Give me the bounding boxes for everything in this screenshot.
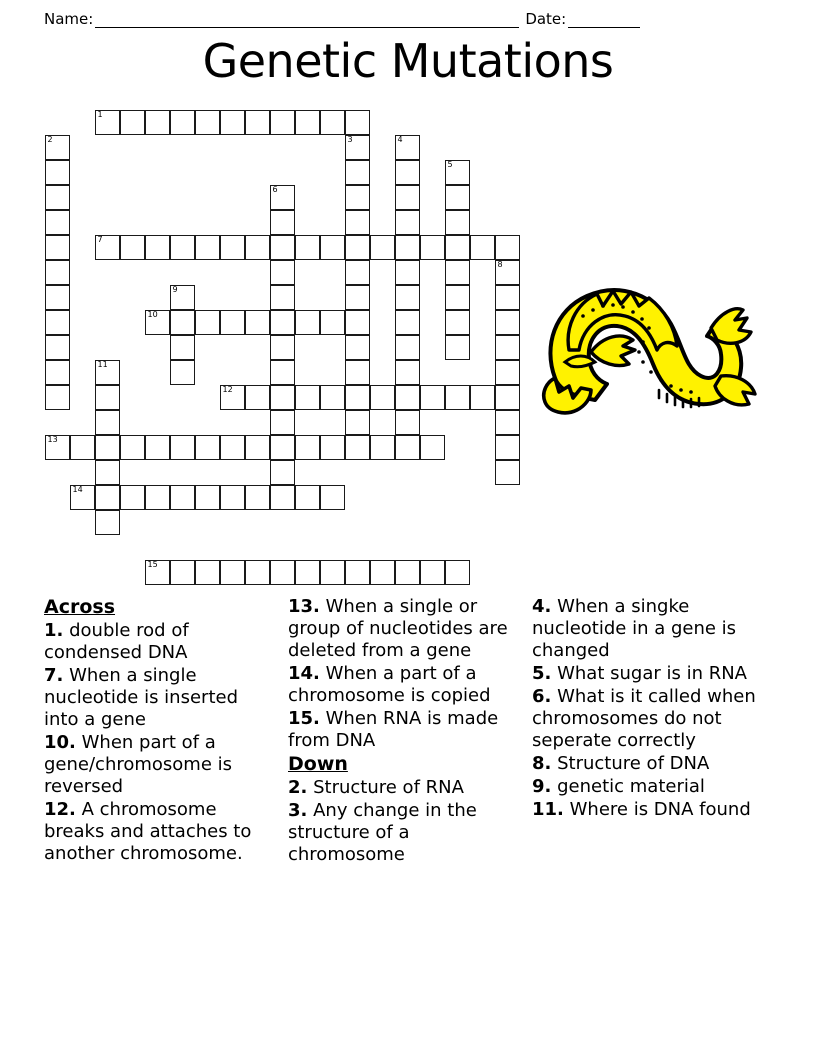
cell-number: 6: [272, 185, 278, 194]
crossword-cell[interactable]: [220, 560, 245, 585]
crossword-cell[interactable]: [95, 385, 120, 410]
crossword-cell[interactable]: [195, 485, 220, 510]
crossword-cell[interactable]: [95, 110, 120, 135]
crossword-cell[interactable]: [45, 135, 70, 160]
crossword-cell[interactable]: [495, 460, 520, 485]
clue-text: What is it called when chromosomes do not seperate correctly: [532, 685, 756, 751]
crossword-cell[interactable]: [445, 260, 470, 285]
clue-text: When a single or group of nucleotides are deleted from a gene: [288, 596, 508, 661]
crossword-cell[interactable]: [245, 235, 270, 260]
crossword-cell[interactable]: [495, 285, 520, 310]
crossword-cell[interactable]: [45, 385, 70, 410]
clue-number: 14.: [288, 662, 320, 684]
crossword-cell[interactable]: [345, 135, 370, 160]
crossword-cell[interactable]: [295, 485, 320, 510]
crossword-cell[interactable]: [45, 260, 70, 285]
crossword-cell[interactable]: [320, 560, 345, 585]
crossword-cell[interactable]: [395, 560, 420, 585]
crossword-cell[interactable]: [45, 185, 70, 210]
cell-number: 1: [97, 110, 103, 119]
clue-columns: [44, 596, 772, 867]
cell-number: 7: [97, 235, 103, 244]
cell-number: 12: [222, 385, 233, 394]
clue-down-4: [532, 596, 760, 662]
crossword-cell[interactable]: [320, 485, 345, 510]
crossword-cell[interactable]: [45, 435, 70, 460]
crossword-cell[interactable]: [395, 210, 420, 235]
clue-text: When RNA is made from DNA: [288, 707, 499, 751]
crossword-cell[interactable]: [270, 485, 295, 510]
crossword-cell[interactable]: [445, 310, 470, 335]
crossword-cell[interactable]: [395, 360, 420, 385]
date-blank-line[interactable]: [568, 14, 640, 28]
crossword-cell[interactable]: [270, 235, 295, 260]
crossword-cell[interactable]: [495, 435, 520, 460]
date-label: Date:: [525, 10, 567, 28]
crossword-cell[interactable]: [120, 110, 145, 135]
clue-number: 4.: [532, 596, 552, 617]
crossword-cell[interactable]: [395, 160, 420, 185]
crossword-cell[interactable]: [345, 410, 370, 435]
clue-text: A chromosome breaks and attaches to another chromosome.: [44, 798, 252, 864]
crossword-cell[interactable]: [220, 110, 245, 135]
clue-column-1: [44, 596, 284, 866]
page-title: Genetic Mutations: [202, 34, 614, 88]
crossword-cell[interactable]: [445, 560, 470, 585]
crossword-cell[interactable]: [345, 185, 370, 210]
crossword-cell[interactable]: [270, 335, 295, 360]
crossword-cell[interactable]: [295, 110, 320, 135]
clue-text: double rod of condensed DNA: [44, 620, 189, 664]
cell-number: 8: [497, 260, 503, 269]
crossword-cell[interactable]: [395, 235, 420, 260]
clue-text: When a part of a chromosome is copied: [288, 662, 491, 706]
crossword-cell[interactable]: [195, 235, 220, 260]
crossword-cell[interactable]: [395, 135, 420, 160]
crossword-cell[interactable]: [320, 435, 345, 460]
crossword-cell[interactable]: [345, 160, 370, 185]
crossword-cell[interactable]: [120, 485, 145, 510]
clue-down-2: [288, 777, 516, 799]
clue-text: Where is DNA found: [563, 798, 751, 820]
crossword-cell[interactable]: [270, 435, 295, 460]
crossword-cell[interactable]: [495, 335, 520, 360]
crossword-cell[interactable]: [145, 435, 170, 460]
crossword-cell[interactable]: [395, 185, 420, 210]
clue-number: 7.: [44, 665, 64, 687]
clue-number: 5.: [532, 662, 552, 684]
crossword-cell[interactable]: [295, 385, 320, 410]
crossword-cell[interactable]: [320, 235, 345, 260]
crossword-cell[interactable]: [395, 285, 420, 310]
crossword-cell[interactable]: [395, 410, 420, 435]
cell-number: 14: [72, 485, 83, 494]
crossword-cell[interactable]: [45, 210, 70, 235]
crossword-cell[interactable]: [395, 310, 420, 335]
clue-number: 13.: [288, 596, 320, 617]
crossword-cell[interactable]: [220, 310, 245, 335]
crossword-cell[interactable]: [395, 435, 420, 460]
cell-number: 15: [147, 560, 158, 569]
clue-text: Any change in the structure of a chromosome: [288, 799, 477, 865]
cell-number: 10: [147, 310, 158, 319]
crossword-cell[interactable]: [195, 435, 220, 460]
crossword-cell[interactable]: [495, 385, 520, 410]
crossword-cell[interactable]: [295, 235, 320, 260]
crossword-cell[interactable]: [95, 435, 120, 460]
crossword-cell[interactable]: [445, 285, 470, 310]
crossword-cell[interactable]: [495, 260, 520, 285]
crossword-cell[interactable]: [370, 560, 395, 585]
clue-text: When part of a gene/chromosome is reversed: [44, 731, 233, 797]
clue-number: 12.: [44, 798, 76, 820]
crossword-cell[interactable]: [170, 110, 195, 135]
crossword-cell[interactable]: [345, 435, 370, 460]
crossword-cell[interactable]: [270, 185, 295, 210]
clue-number: 9.: [532, 775, 552, 797]
crossword-cell[interactable]: [370, 435, 395, 460]
dragon-clipart: [525, 258, 775, 438]
crossword-cell[interactable]: [345, 360, 370, 385]
clue-across-12: [44, 799, 272, 865]
crossword-cell[interactable]: [420, 385, 445, 410]
crossword-cell[interactable]: [220, 435, 245, 460]
crossword-cell[interactable]: [420, 560, 445, 585]
clue-across-15: [288, 708, 516, 752]
crossword-cell[interactable]: [195, 310, 220, 335]
crossword-cell[interactable]: [445, 235, 470, 260]
clue-text: Structure of RNA: [307, 776, 464, 798]
crossword-cell[interactable]: [270, 410, 295, 435]
crossword-cell[interactable]: [45, 285, 70, 310]
crossword-cell[interactable]: [170, 360, 195, 385]
clue-number: 11.: [532, 798, 564, 820]
crossword-cell[interactable]: [170, 310, 195, 335]
crossword-cell[interactable]: [195, 560, 220, 585]
crossword-cell[interactable]: [345, 285, 370, 310]
clue-text: When a single nucleotide is inserted into a gene: [44, 665, 239, 730]
clue-number: 8.: [532, 752, 552, 774]
crossword-cell[interactable]: [170, 285, 195, 310]
clue-number: 10.: [44, 731, 76, 753]
clue-down-9: [532, 776, 760, 798]
crossword-cell[interactable]: [95, 510, 120, 535]
crossword-cell[interactable]: [95, 460, 120, 485]
cell-number: 3: [347, 135, 353, 144]
crossword-cell[interactable]: [345, 260, 370, 285]
clue-across-14: [288, 663, 516, 707]
crossword-cell[interactable]: [245, 385, 270, 410]
across-heading: Across: [44, 596, 116, 618]
crossword-cell[interactable]: [345, 560, 370, 585]
cell-number: 4: [397, 135, 403, 144]
crossword-cell[interactable]: [445, 160, 470, 185]
crossword-cell[interactable]: [95, 235, 120, 260]
name-label: Name:: [44, 10, 94, 28]
clue-number: 2.: [288, 776, 308, 798]
crossword-cell[interactable]: [45, 335, 70, 360]
clue-column-3: [532, 596, 772, 822]
crossword-cell[interactable]: [420, 435, 445, 460]
cell-number: 5: [447, 160, 453, 169]
crossword-cell[interactable]: [420, 235, 445, 260]
crossword-cell[interactable]: [45, 360, 70, 385]
crossword-cell[interactable]: [395, 385, 420, 410]
clue-number: 15.: [288, 707, 320, 729]
clue-text: Structure of DNA: [551, 752, 710, 774]
crossword-cell[interactable]: [445, 385, 470, 410]
clue-down-11: [532, 799, 760, 821]
crossword-cell[interactable]: [145, 110, 170, 135]
clue-across-1: [44, 620, 272, 664]
clue-across-10: [44, 732, 272, 798]
crossword-cell[interactable]: [470, 235, 495, 260]
crossword-cell[interactable]: [270, 360, 295, 385]
crossword-cell[interactable]: [495, 310, 520, 335]
crossword-cell[interactable]: [220, 235, 245, 260]
crossword-cell[interactable]: [70, 435, 95, 460]
crossword-cell[interactable]: [70, 485, 95, 510]
crossword-cell[interactable]: [295, 310, 320, 335]
clue-number: 3.: [288, 799, 308, 821]
crossword-cell[interactable]: [495, 410, 520, 435]
crossword-cell[interactable]: [320, 385, 345, 410]
crossword-cell[interactable]: [170, 435, 195, 460]
crossword-cell[interactable]: [295, 560, 320, 585]
clue-text: When a singke nucleotide in a gene is changed: [532, 596, 737, 661]
crossword-cell[interactable]: [195, 110, 220, 135]
crossword-cell[interactable]: [270, 285, 295, 310]
cell-number: 11: [97, 360, 108, 369]
worksheet-header: [0, 0, 816, 28]
crossword-cell[interactable]: [120, 235, 145, 260]
clue-text: What sugar is in RNA: [551, 662, 747, 684]
crossword-cell[interactable]: [120, 435, 145, 460]
crossword-cell[interactable]: [445, 185, 470, 210]
crossword-cell[interactable]: [270, 460, 295, 485]
crossword-cell[interactable]: [170, 485, 195, 510]
crossword-cell[interactable]: [320, 310, 345, 335]
crossword-cell[interactable]: [170, 560, 195, 585]
crossword-cell[interactable]: [95, 360, 120, 385]
crossword-cell[interactable]: [270, 110, 295, 135]
clue-across-7: [44, 665, 272, 731]
clue-down-8: [532, 753, 760, 775]
down-heading: Down: [288, 752, 348, 775]
crossword-cell[interactable]: [395, 260, 420, 285]
crossword-cell[interactable]: [145, 560, 170, 585]
crossword-cell[interactable]: [270, 210, 295, 235]
crossword-cell[interactable]: [495, 360, 520, 385]
crossword-cell[interactable]: [45, 235, 70, 260]
crossword-cell[interactable]: [145, 235, 170, 260]
crossword-cell[interactable]: [470, 385, 495, 410]
crossword-cell[interactable]: [445, 210, 470, 235]
clue-column-2: [288, 596, 528, 867]
clue-down-3: [288, 800, 516, 866]
crossword-cell[interactable]: [95, 485, 120, 510]
name-blank-line[interactable]: [95, 14, 519, 28]
clue-number: 1.: [44, 620, 64, 642]
crossword-cell[interactable]: [345, 335, 370, 360]
clue-down-5: [532, 663, 760, 685]
clue-number: 6.: [532, 685, 552, 707]
crossword-cell[interactable]: [320, 110, 345, 135]
crossword-cell[interactable]: [345, 110, 370, 135]
crossword-cell[interactable]: [370, 235, 395, 260]
crossword-cell[interactable]: [345, 235, 370, 260]
crossword-cell[interactable]: [145, 485, 170, 510]
crossword-cell[interactable]: [270, 260, 295, 285]
cell-number: 13: [47, 435, 58, 444]
crossword-cell[interactable]: [270, 310, 295, 335]
crossword-cell[interactable]: [245, 110, 270, 135]
clue-text: genetic material: [551, 775, 705, 797]
crossword-cell[interactable]: [370, 385, 395, 410]
crossword-cell[interactable]: [495, 235, 520, 260]
crossword-cell[interactable]: [170, 235, 195, 260]
cell-number: 9: [172, 285, 178, 294]
clue-across-13: [288, 596, 516, 662]
crossword-cell[interactable]: [245, 485, 270, 510]
crossword-cell[interactable]: [45, 310, 70, 335]
crossword-cell[interactable]: [270, 385, 295, 410]
clue-down-6: [532, 686, 760, 752]
crossword-cell[interactable]: [245, 310, 270, 335]
crossword-cell[interactable]: [270, 560, 295, 585]
crossword-cell[interactable]: [220, 385, 245, 410]
crossword-cell[interactable]: [345, 310, 370, 335]
crossword-cell[interactable]: [220, 485, 245, 510]
crossword-cell[interactable]: [345, 210, 370, 235]
crossword-cell[interactable]: [95, 410, 120, 435]
crossword-cell[interactable]: [145, 310, 170, 335]
crossword-cell[interactable]: [345, 385, 370, 410]
crossword-cell[interactable]: [170, 335, 195, 360]
crossword-cell[interactable]: [395, 335, 420, 360]
crossword-cell[interactable]: [445, 335, 470, 360]
crossword-cell[interactable]: [245, 435, 270, 460]
cell-number: 2: [47, 135, 53, 144]
crossword-cell[interactable]: [45, 160, 70, 185]
crossword-cell[interactable]: [245, 560, 270, 585]
crossword-cell[interactable]: [295, 435, 320, 460]
